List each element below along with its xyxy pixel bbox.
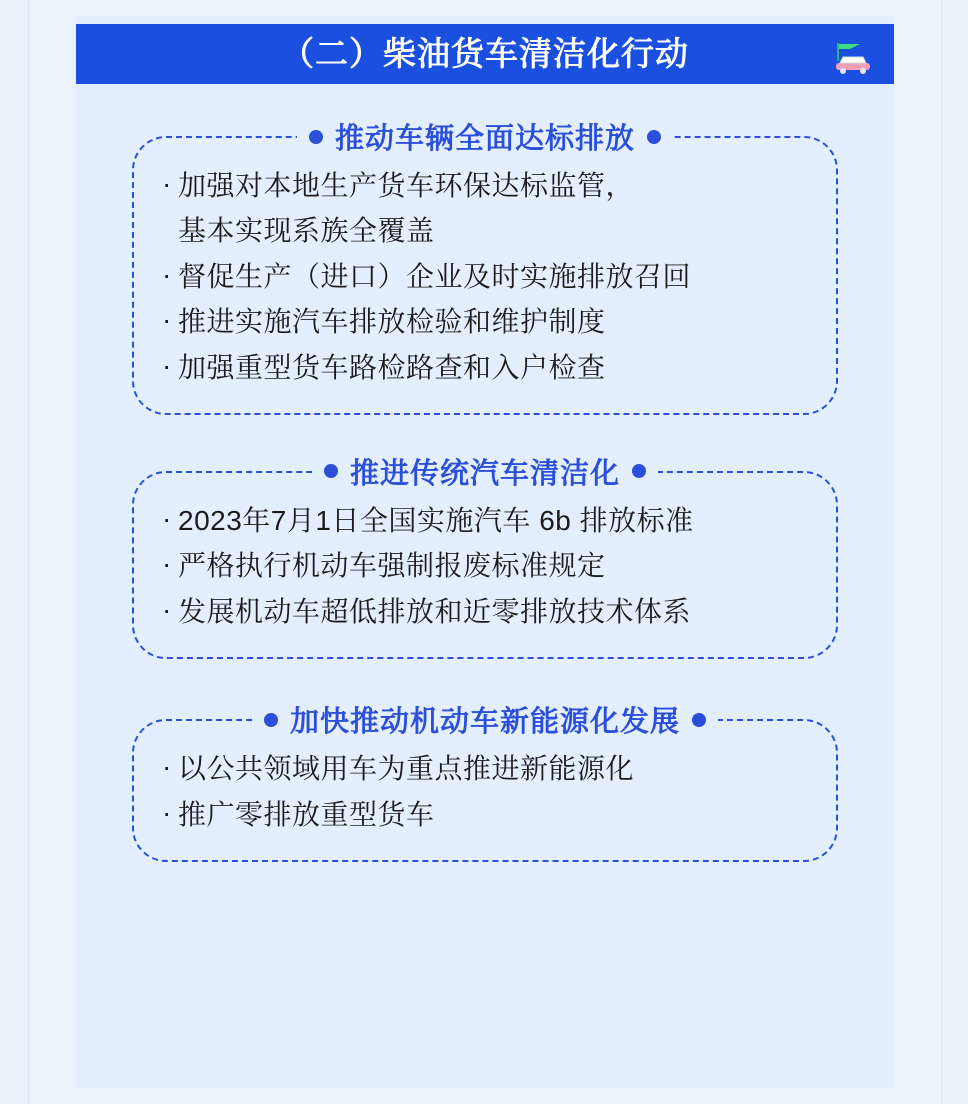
bullet-dot-icon: [692, 713, 706, 727]
section-2: [132, 457, 838, 659]
list-item: · 严格执行机动车强制报废标准规定: [160, 544, 810, 587]
list-item: · 推进实施汽车排放检验和维护制度: [160, 300, 810, 343]
bullet-dot-icon: [632, 464, 646, 478]
section-1-box: [132, 136, 838, 415]
section-3-list: [160, 747, 810, 836]
bullet-dot-icon: [264, 713, 278, 727]
section-3-heading: [252, 699, 718, 740]
section-heading-label: 推进传统汽车清洁化: [349, 457, 621, 490]
list-item: · 加强重型货车路检路查和入户检查: [160, 346, 810, 389]
section-3-box: [132, 719, 838, 862]
bullet-dot-icon: [647, 130, 661, 144]
section-heading-label: 加快推动机动车新能源化发展: [289, 706, 681, 739]
list-item: · 推广零排放重型货车: [160, 793, 810, 836]
list-item: · 发展机动车超低排放和近零排放技术体系: [160, 590, 810, 633]
header-bar: [76, 24, 894, 84]
left-gutter: [0, 0, 29, 1104]
section-1-heading: [297, 116, 673, 157]
truck-icon: [830, 32, 876, 78]
list-item: · 加强对本地生产货车环保达标监管，: [160, 164, 810, 207]
right-gutter: [941, 0, 968, 1104]
section-2-list: [160, 499, 810, 633]
content-card: [76, 16, 894, 1088]
section-3: [132, 706, 838, 862]
section-1-list: [160, 164, 810, 389]
page-title: （二）柴油货车清洁化行动: [281, 35, 689, 72]
bullet-dot-icon: [309, 130, 323, 144]
list-item: 基本实现系族全覆盖: [178, 215, 435, 247]
section-2-box: [132, 471, 838, 659]
section-1: [132, 123, 838, 415]
list-item: · 以公共领域用车为重点推进新能源化: [160, 747, 810, 790]
list-item: · 督促生产（进口）企业及时实施排放召回: [160, 255, 810, 298]
list-item: · 2023年7月1日全国实施汽车 6b 排放标准: [160, 499, 810, 542]
bullet-dot-icon: [324, 464, 338, 478]
section-heading-label: 推动车辆全面达标排放: [334, 123, 636, 155]
section-2-heading: [312, 451, 658, 492]
